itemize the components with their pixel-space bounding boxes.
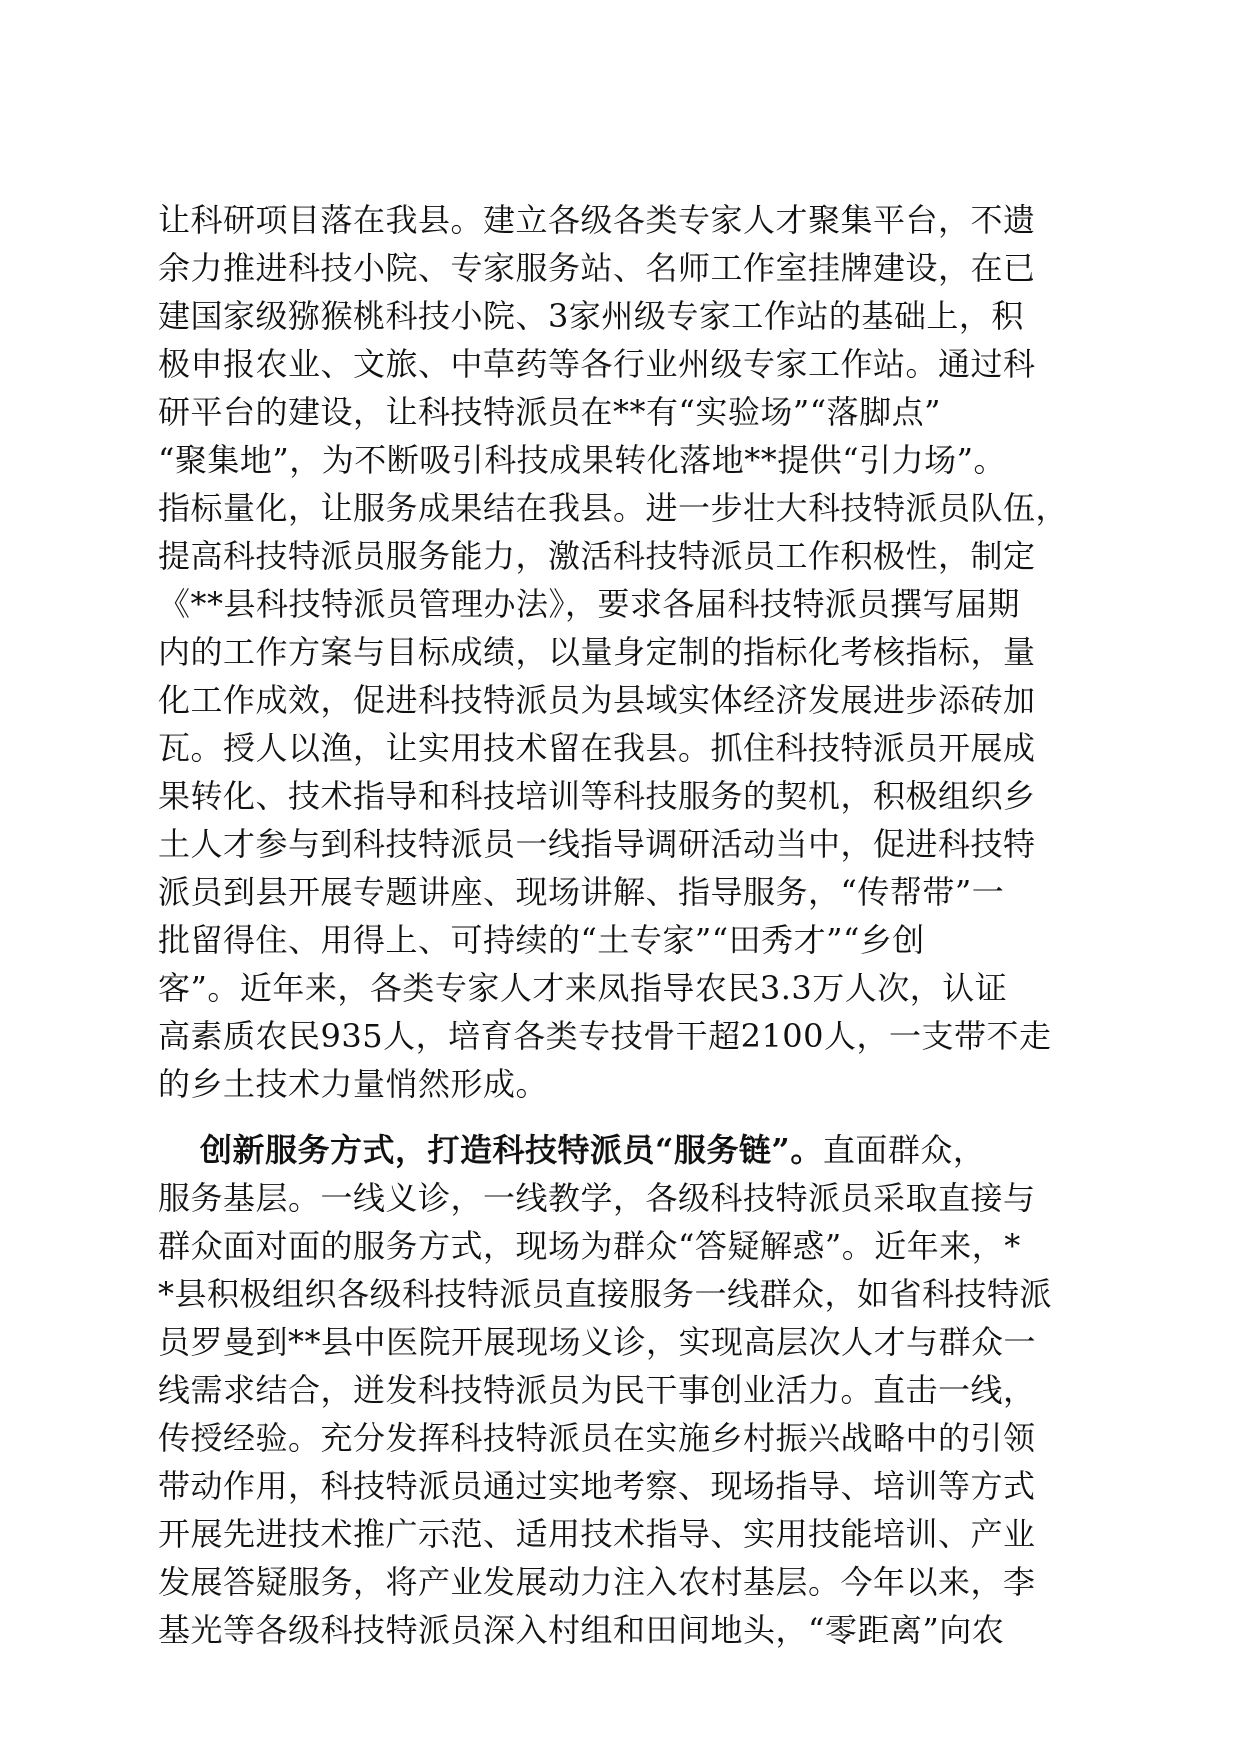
text-line: 基光等各级科技特派员深入村组和田间地头，“零距离”向农 <box>158 1611 1005 1649</box>
text-line: 余力推进科技小院、专家服务站、名师工作室挂牌建设，在已 <box>158 249 1036 287</box>
text-line: 的乡土技术力量悄然形成。 <box>158 1065 549 1103</box>
text-line: *县积极组织各级科技特派员直接服务一线群众，如省科技特派 <box>158 1275 1053 1313</box>
text-line: 土人才参与到科技特派员一线指导调研活动当中，促进科技特 <box>158 825 1036 863</box>
text-line: 员罗曼到**县中医院开展现场义诊，实现高层次人才与群众一 <box>158 1323 1037 1361</box>
text-line: 让科研项目落在我县。建立各级各类专家人才聚集平台，不遗 <box>158 201 1036 239</box>
text-line: 带动作用，科技特派员通过实地考察、现场指导、培训等方式 <box>158 1467 1036 1505</box>
text-line: 批留得住、用得上、可持续的“土专家”“田秀才”“乡创 <box>158 921 925 959</box>
text-line: 化工作成效，促进科技特派员为县域实体经济发展进步添砖加 <box>158 681 1036 719</box>
section-heading: 创新服务方式，打造科技特派员“服务链”。 <box>200 1131 823 1169</box>
text-line: 极申报农业、文旅、中草药等各行业州级专家工作站。通过科 <box>158 345 1036 383</box>
text-line: 瓦。授人以渔，让实用技术留在我县。抓住科技特派员开展成 <box>158 729 1036 767</box>
heading-continuation: 直面群众， <box>822 1131 986 1169</box>
text-line: 服务基层。一线义诊，一线教学，各级科技特派员采取直接与 <box>158 1179 1036 1217</box>
text-line: 客”。近年来，各类专家人才来凤指导农民3.3万人次，认证 <box>158 969 1008 1007</box>
text-line: “聚集地”，为不断吸引科技成果转化落地**提供“引力场”。 <box>158 441 1006 479</box>
paragraph-service-chain <box>158 1126 1080 1654</box>
text-line: 开展先进技术推广示范、适用技术指导、实用技能培训、产业 <box>158 1515 1036 1553</box>
text-line: 指标量化，让服务成果结在我县。进一步壮大科技特派员队伍， <box>158 489 1069 527</box>
paragraph-spacer <box>158 1108 1080 1126</box>
text-line: 果转化、技术指导和科技培训等科技服务的契机，积极组织乡 <box>158 777 1036 815</box>
text-line: 发展答疑服务，将产业发展动力注入农村基层。今年以来，李 <box>158 1563 1036 1601</box>
text-line: 建国家级猕猴桃科技小院、3家州级专家工作站的基础上，积 <box>158 297 1024 335</box>
document-body <box>158 196 1080 1654</box>
text-line: 提高科技特派员服务能力，激活科技特派员工作积极性，制定 <box>158 537 1036 575</box>
text-line: 线需求结合，迸发科技特派员为民干事创业活力。直击一线， <box>158 1371 1036 1409</box>
text-line: 传授经验。充分发挥科技特派员在实施乡村振兴战略中的引领 <box>158 1419 1036 1457</box>
text-line: 高素质农民935人，培育各类专技骨干超2100人，一支带不走 <box>158 1017 1052 1055</box>
paragraph-first-line <box>158 1126 1080 1174</box>
text-line: 内的工作方案与目标成绩，以量身定制的指标化考核指标，量 <box>158 633 1036 671</box>
text-line: 派员到县开展专题讲座、现场讲解、指导服务，“传帮带”一 <box>158 873 1005 911</box>
text-line: 《**县科技特派员管理办法》，要求各届科技特派员撰写届期 <box>158 585 1021 623</box>
text-line: 群众面对面的服务方式，现场为群众“答疑解惑”。近年来，* <box>158 1227 1021 1265</box>
text-line: 研平台的建设，让科技特派员在**有“实验场”“落脚点” <box>158 393 941 431</box>
paragraph-talent-platform <box>158 196 1080 1108</box>
